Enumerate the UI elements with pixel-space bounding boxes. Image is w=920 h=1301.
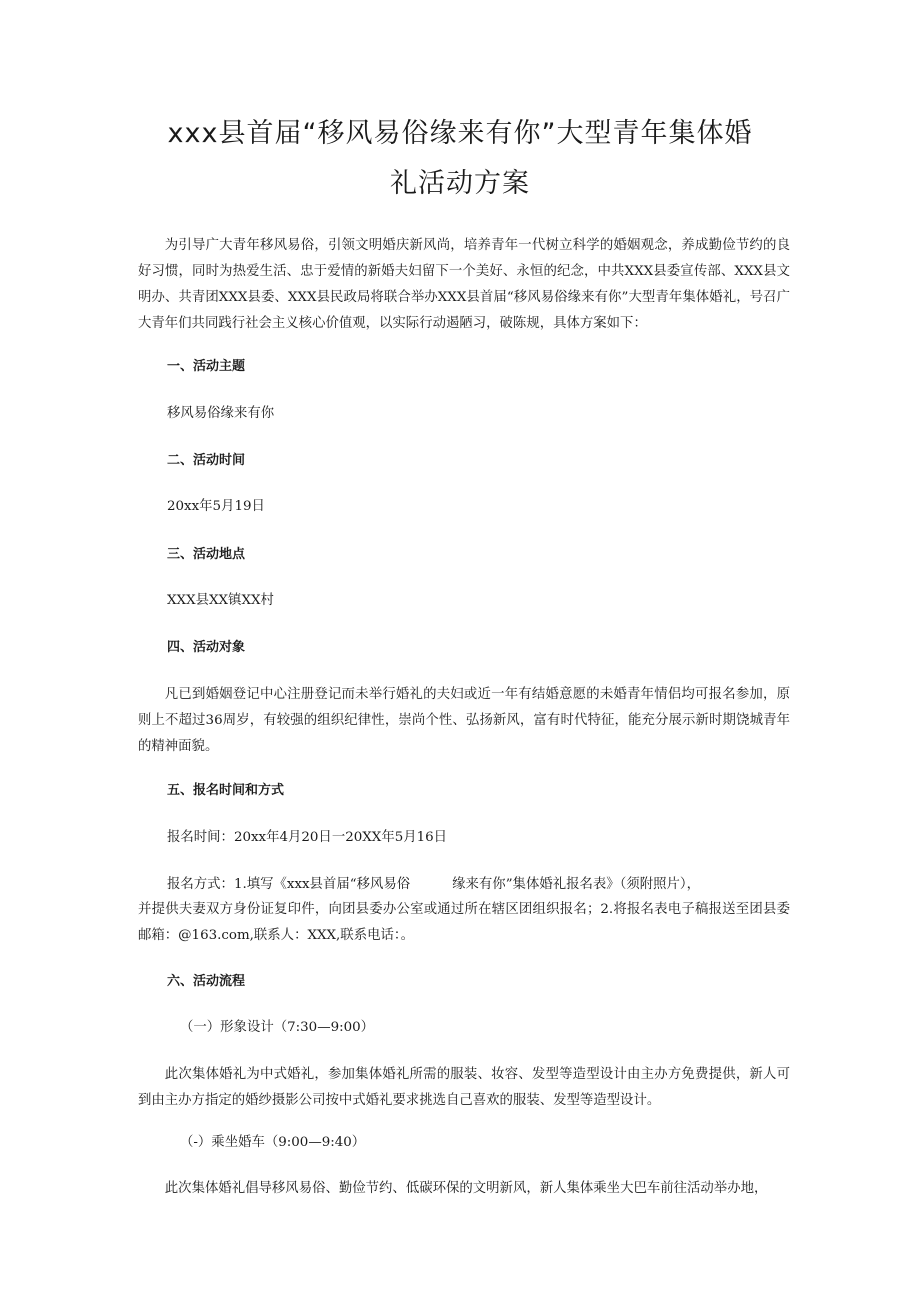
document-title-line-1: xxx县首届“移风易俗缘来有你”大型青年集体婚 xyxy=(167,118,753,149)
section-signup-heading: 五、报名时间和方式 xyxy=(167,783,285,798)
process-step-1-title: （一）形象设计（7:30—9:00） xyxy=(180,1020,375,1035)
signup-method-first-line xyxy=(167,875,700,895)
signup-method-part-1: 报名方式：1.填写《xxx县首届“移风易俗 xyxy=(167,877,411,892)
signup-method-rest: 并提供夫妻双方身份证复印件，向团县委办公室或通过所在辖区团组织报名；2.将报名表电子稿报送至团县委邮箱：@163.com,联系人：XXX,联系电话：。 xyxy=(138,902,790,943)
section-place-content: XXX县XX镇XX村 xyxy=(167,593,274,608)
section-time-content: 20xx年5月19日 xyxy=(167,499,265,514)
section-theme-content: 移风易俗缘来有你 xyxy=(167,406,275,421)
section-place-heading: 三、活动地点 xyxy=(167,547,246,562)
section-target-content: 凡已到婚姻登记中心注册登记而未举行婚礼的夫妇或近一年有结婚意愿的未婚青年情侣均可报名参加，原则上不超过36周岁，有较强的组织纪律性，崇尚个性、弘扬新风，富有时代特征，能充分展示新时期饶城青年的精神面貌。 xyxy=(138,687,790,754)
signup-time-line: 报名时间：20xx年4月20日一20XX年5月16日 xyxy=(167,830,448,845)
section-target-heading: 四、活动对象 xyxy=(167,640,246,655)
section-process-heading: 六、活动流程 xyxy=(167,974,246,989)
process-step-2-title: （-）乘坐婚车（9:00—9:40） xyxy=(180,1135,366,1150)
process-step-2-text: 此次集体婚礼倡导移风易俗、勤俭节约、低碳环保的文明新风，新人集体乘坐大巴车前往活动举办地， xyxy=(164,1181,768,1196)
section-theme-heading: 一、活动主题 xyxy=(167,359,246,374)
signup-method-part-2: 缘来有你”集体婚礼报名表》（须附照片）， xyxy=(452,877,701,892)
process-step-1-text: 此次集体婚礼为中式婚礼，参加集体婚礼所需的服装、妆容、发型等造型设计由主办方免费提供，新人可到由主办方指定的婚纱摄影公司按中式婚礼要求挑选自己喜欢的服装、发型等造型设计。 xyxy=(138,1067,790,1108)
document-title-line-2: 礼活动方案 xyxy=(390,168,530,199)
intro-paragraph: 为引导广大青年移风易俗，引领文明婚庆新风尚，培养青年一代树立科学的婚姻观念，养成勤俭节约的良好习惯，同时为热爱生活、忠于爱情的新婚夫妇留下一个美好、永恒的纪念，中共XXX县委宣传部、XXX县文明办、共青团XXX县委、XXX县民政局将联合举办XXX县首届“移风易俗缘来有你”大型青年集体婚礼，号召广大青年们共同践行社会主义核心价值观，以实际行动遏陋习，破陈规，具体方案如下： xyxy=(138,238,790,331)
section-time-heading: 二、活动时间 xyxy=(167,453,246,468)
